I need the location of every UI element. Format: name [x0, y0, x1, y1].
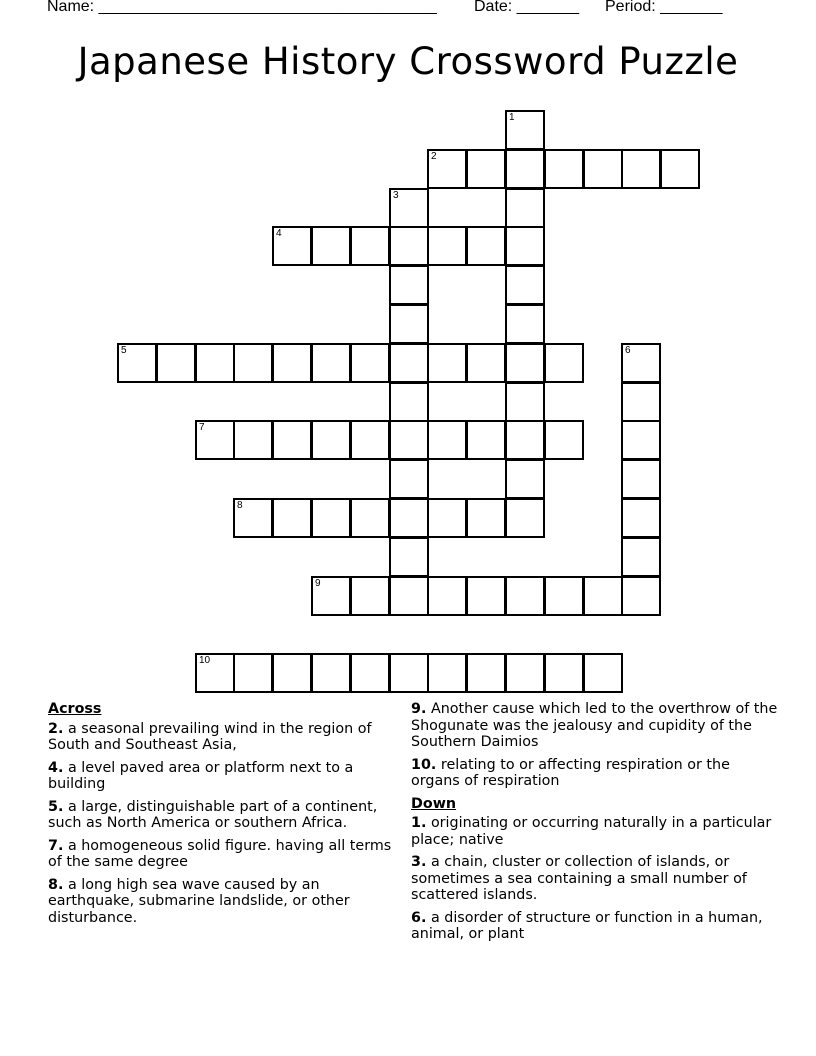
- period-field[interactable]: Period: _______: [605, 0, 723, 15]
- crossword-cell[interactable]: [544, 653, 584, 693]
- crossword-cell[interactable]: [466, 149, 506, 189]
- crossword-cell[interactable]: [660, 149, 700, 189]
- across-heading: Across: [48, 701, 102, 717]
- crossword-cell[interactable]: [233, 653, 273, 693]
- crossword-cell[interactable]: [621, 420, 661, 460]
- crossword-cell[interactable]: [311, 226, 351, 266]
- clue-across-9: [411, 701, 781, 751]
- clue-number: 10.: [411, 756, 437, 773]
- clue-text: a chain, cluster or collection of islands, or sometimes a sea containing a small number of scattered islands.: [411, 854, 747, 903]
- crossword-cell[interactable]: [389, 382, 429, 422]
- clue-number: 1.: [411, 815, 427, 831]
- crossword-cell[interactable]: [621, 382, 661, 422]
- date-field[interactable]: Date: _______: [474, 0, 579, 15]
- clue-number: 9.: [411, 701, 427, 717]
- crossword-cell[interactable]: [233, 420, 273, 460]
- crossword-cell[interactable]: [505, 459, 545, 499]
- crossword-cell[interactable]: [621, 343, 661, 383]
- crossword-cell[interactable]: [505, 653, 545, 693]
- crossword-cell[interactable]: [311, 420, 351, 460]
- crossword-cell[interactable]: [427, 226, 467, 266]
- clue-text: originating or occurring naturally in a particular place; native: [411, 815, 772, 848]
- clue-text: a level paved area or platform next to a building: [48, 759, 354, 792]
- clue-number: 3.: [411, 854, 427, 870]
- crossword-cell[interactable]: [427, 653, 467, 693]
- clue-text: a seasonal prevailing wind in the region of South and Southeast Asia,: [48, 720, 372, 753]
- crossword-cell[interactable]: [505, 576, 545, 616]
- crossword-cell[interactable]: [583, 653, 623, 693]
- cell-number: 1: [509, 112, 515, 123]
- crossword-cell[interactable]: [544, 576, 584, 616]
- crossword-cell[interactable]: [272, 498, 312, 538]
- crossword-cell[interactable]: [621, 537, 661, 577]
- clue-number: 5.: [48, 798, 64, 815]
- crossword-cell[interactable]: [272, 226, 312, 266]
- clues-left-column: [48, 701, 406, 932]
- crossword-cell[interactable]: [233, 343, 273, 383]
- crossword-cell[interactable]: [544, 420, 584, 460]
- clue-number: 7.: [48, 837, 64, 854]
- cell-number: 3: [393, 190, 399, 201]
- crossword-cell[interactable]: [195, 653, 235, 693]
- cell-number: 8: [237, 500, 243, 511]
- crossword-cell[interactable]: [389, 265, 429, 305]
- crossword-cell[interactable]: [427, 420, 467, 460]
- clue-number: 2.: [48, 720, 64, 737]
- crossword-cell[interactable]: [389, 343, 429, 383]
- clue-number: 6.: [411, 909, 427, 926]
- crossword-cell[interactable]: [466, 576, 506, 616]
- crossword-cell[interactable]: [311, 343, 351, 383]
- crossword-cell[interactable]: [621, 576, 661, 616]
- crossword-cell[interactable]: [505, 149, 545, 189]
- clue-number: 4.: [48, 759, 64, 776]
- crossword-cell[interactable]: [621, 498, 661, 538]
- crossword-cell[interactable]: [156, 343, 196, 383]
- cell-number: 4: [276, 228, 282, 239]
- crossword-cell[interactable]: [195, 343, 235, 383]
- crossword-cell[interactable]: [311, 576, 351, 616]
- crossword-cell[interactable]: [583, 576, 623, 616]
- crossword-cell[interactable]: [350, 498, 390, 538]
- crossword-cell[interactable]: [466, 420, 506, 460]
- clue-across-8: [48, 877, 406, 927]
- clue-text: a disorder of structure or function in a human, animal, or plant: [411, 909, 763, 942]
- crossword-cell[interactable]: [389, 420, 429, 460]
- crossword-cell[interactable]: [389, 188, 429, 228]
- clue-text: relating to or affecting respiration or the organs of respiration: [411, 756, 730, 789]
- crossword-cell[interactable]: [389, 576, 429, 616]
- crossword-cell[interactable]: [389, 459, 429, 499]
- cell-number: 5: [121, 345, 127, 356]
- clue-down-1: [411, 815, 781, 848]
- clue-across-10: [411, 757, 781, 790]
- clue-text: a homogeneous solid figure. having all terms of the same degree: [48, 837, 392, 870]
- clue-down-6: [411, 910, 781, 943]
- crossword-cell[interactable]: [389, 653, 429, 693]
- clue-across-4: [48, 760, 406, 793]
- clues-right-column: [411, 701, 781, 949]
- crossword-cell[interactable]: [311, 653, 351, 693]
- clue-number: 8.: [48, 876, 64, 893]
- clue-across-2: [48, 721, 406, 754]
- crossword-cell[interactable]: [272, 653, 312, 693]
- crossword-cell[interactable]: [272, 343, 312, 383]
- crossword-cell[interactable]: [505, 382, 545, 422]
- clue-text: Another cause which led to the overthrow of the Shogunate was the jealousy and cupidity of the Southern Daimios: [411, 701, 778, 750]
- cell-number: 7: [199, 422, 205, 433]
- crossword-cell[interactable]: [350, 420, 390, 460]
- crossword-cell[interactable]: [505, 498, 545, 538]
- crossword-cell[interactable]: [505, 304, 545, 344]
- crossword-cell[interactable]: [505, 110, 545, 150]
- clue-text: a large, distinguishable part of a continent, such as North America or southern Africa.: [48, 798, 378, 831]
- crossword-cell[interactable]: [505, 343, 545, 383]
- crossword-cell[interactable]: [505, 226, 545, 266]
- crossword-cell[interactable]: [350, 226, 390, 266]
- crossword-cell[interactable]: [583, 149, 623, 189]
- crossword-cell[interactable]: [621, 149, 661, 189]
- crossword-cell[interactable]: [466, 498, 506, 538]
- crossword-cell[interactable]: [505, 420, 545, 460]
- crossword-cell[interactable]: [466, 226, 506, 266]
- crossword-cell[interactable]: [427, 343, 467, 383]
- crossword-cell[interactable]: [233, 498, 273, 538]
- crossword-cell[interactable]: [505, 265, 545, 305]
- crossword-cell[interactable]: [350, 653, 390, 693]
- crossword-cell[interactable]: [427, 149, 467, 189]
- crossword-cell[interactable]: [427, 576, 467, 616]
- crossword-cell[interactable]: [389, 304, 429, 344]
- crossword-cell[interactable]: [427, 498, 467, 538]
- cell-number: 10: [199, 655, 211, 666]
- cell-number: 6: [625, 345, 631, 356]
- crossword-cell[interactable]: [544, 149, 584, 189]
- clue-across-5: [48, 799, 406, 832]
- clue-text: a long high sea wave caused by an earthquake, submarine landslide, or other disturbance.: [48, 876, 350, 926]
- clue-down-3: [411, 854, 781, 904]
- down-heading: Down: [411, 795, 457, 812]
- crossword-cell[interactable]: [466, 653, 506, 693]
- page-title: Japanese History Crossword Puzzle: [77, 40, 739, 83]
- crossword-cell[interactable]: [621, 459, 661, 499]
- crossword-cell[interactable]: [389, 226, 429, 266]
- crossword-cell[interactable]: [272, 420, 312, 460]
- crossword-cell[interactable]: [350, 576, 390, 616]
- crossword-cell[interactable]: [195, 420, 235, 460]
- clue-across-7: [48, 838, 406, 871]
- crossword-cell[interactable]: [466, 343, 506, 383]
- crossword-cell[interactable]: [117, 343, 157, 383]
- name-field[interactable]: Name: ______________________________________: [47, 0, 437, 15]
- crossword-cell[interactable]: [311, 498, 351, 538]
- crossword-cell[interactable]: [389, 537, 429, 577]
- cell-number: 9: [315, 578, 321, 589]
- crossword-cell[interactable]: [505, 188, 545, 228]
- crossword-cell[interactable]: [389, 498, 429, 538]
- crossword-cell[interactable]: [350, 343, 390, 383]
- crossword-cell[interactable]: [544, 343, 584, 383]
- cell-number: 2: [431, 151, 437, 162]
